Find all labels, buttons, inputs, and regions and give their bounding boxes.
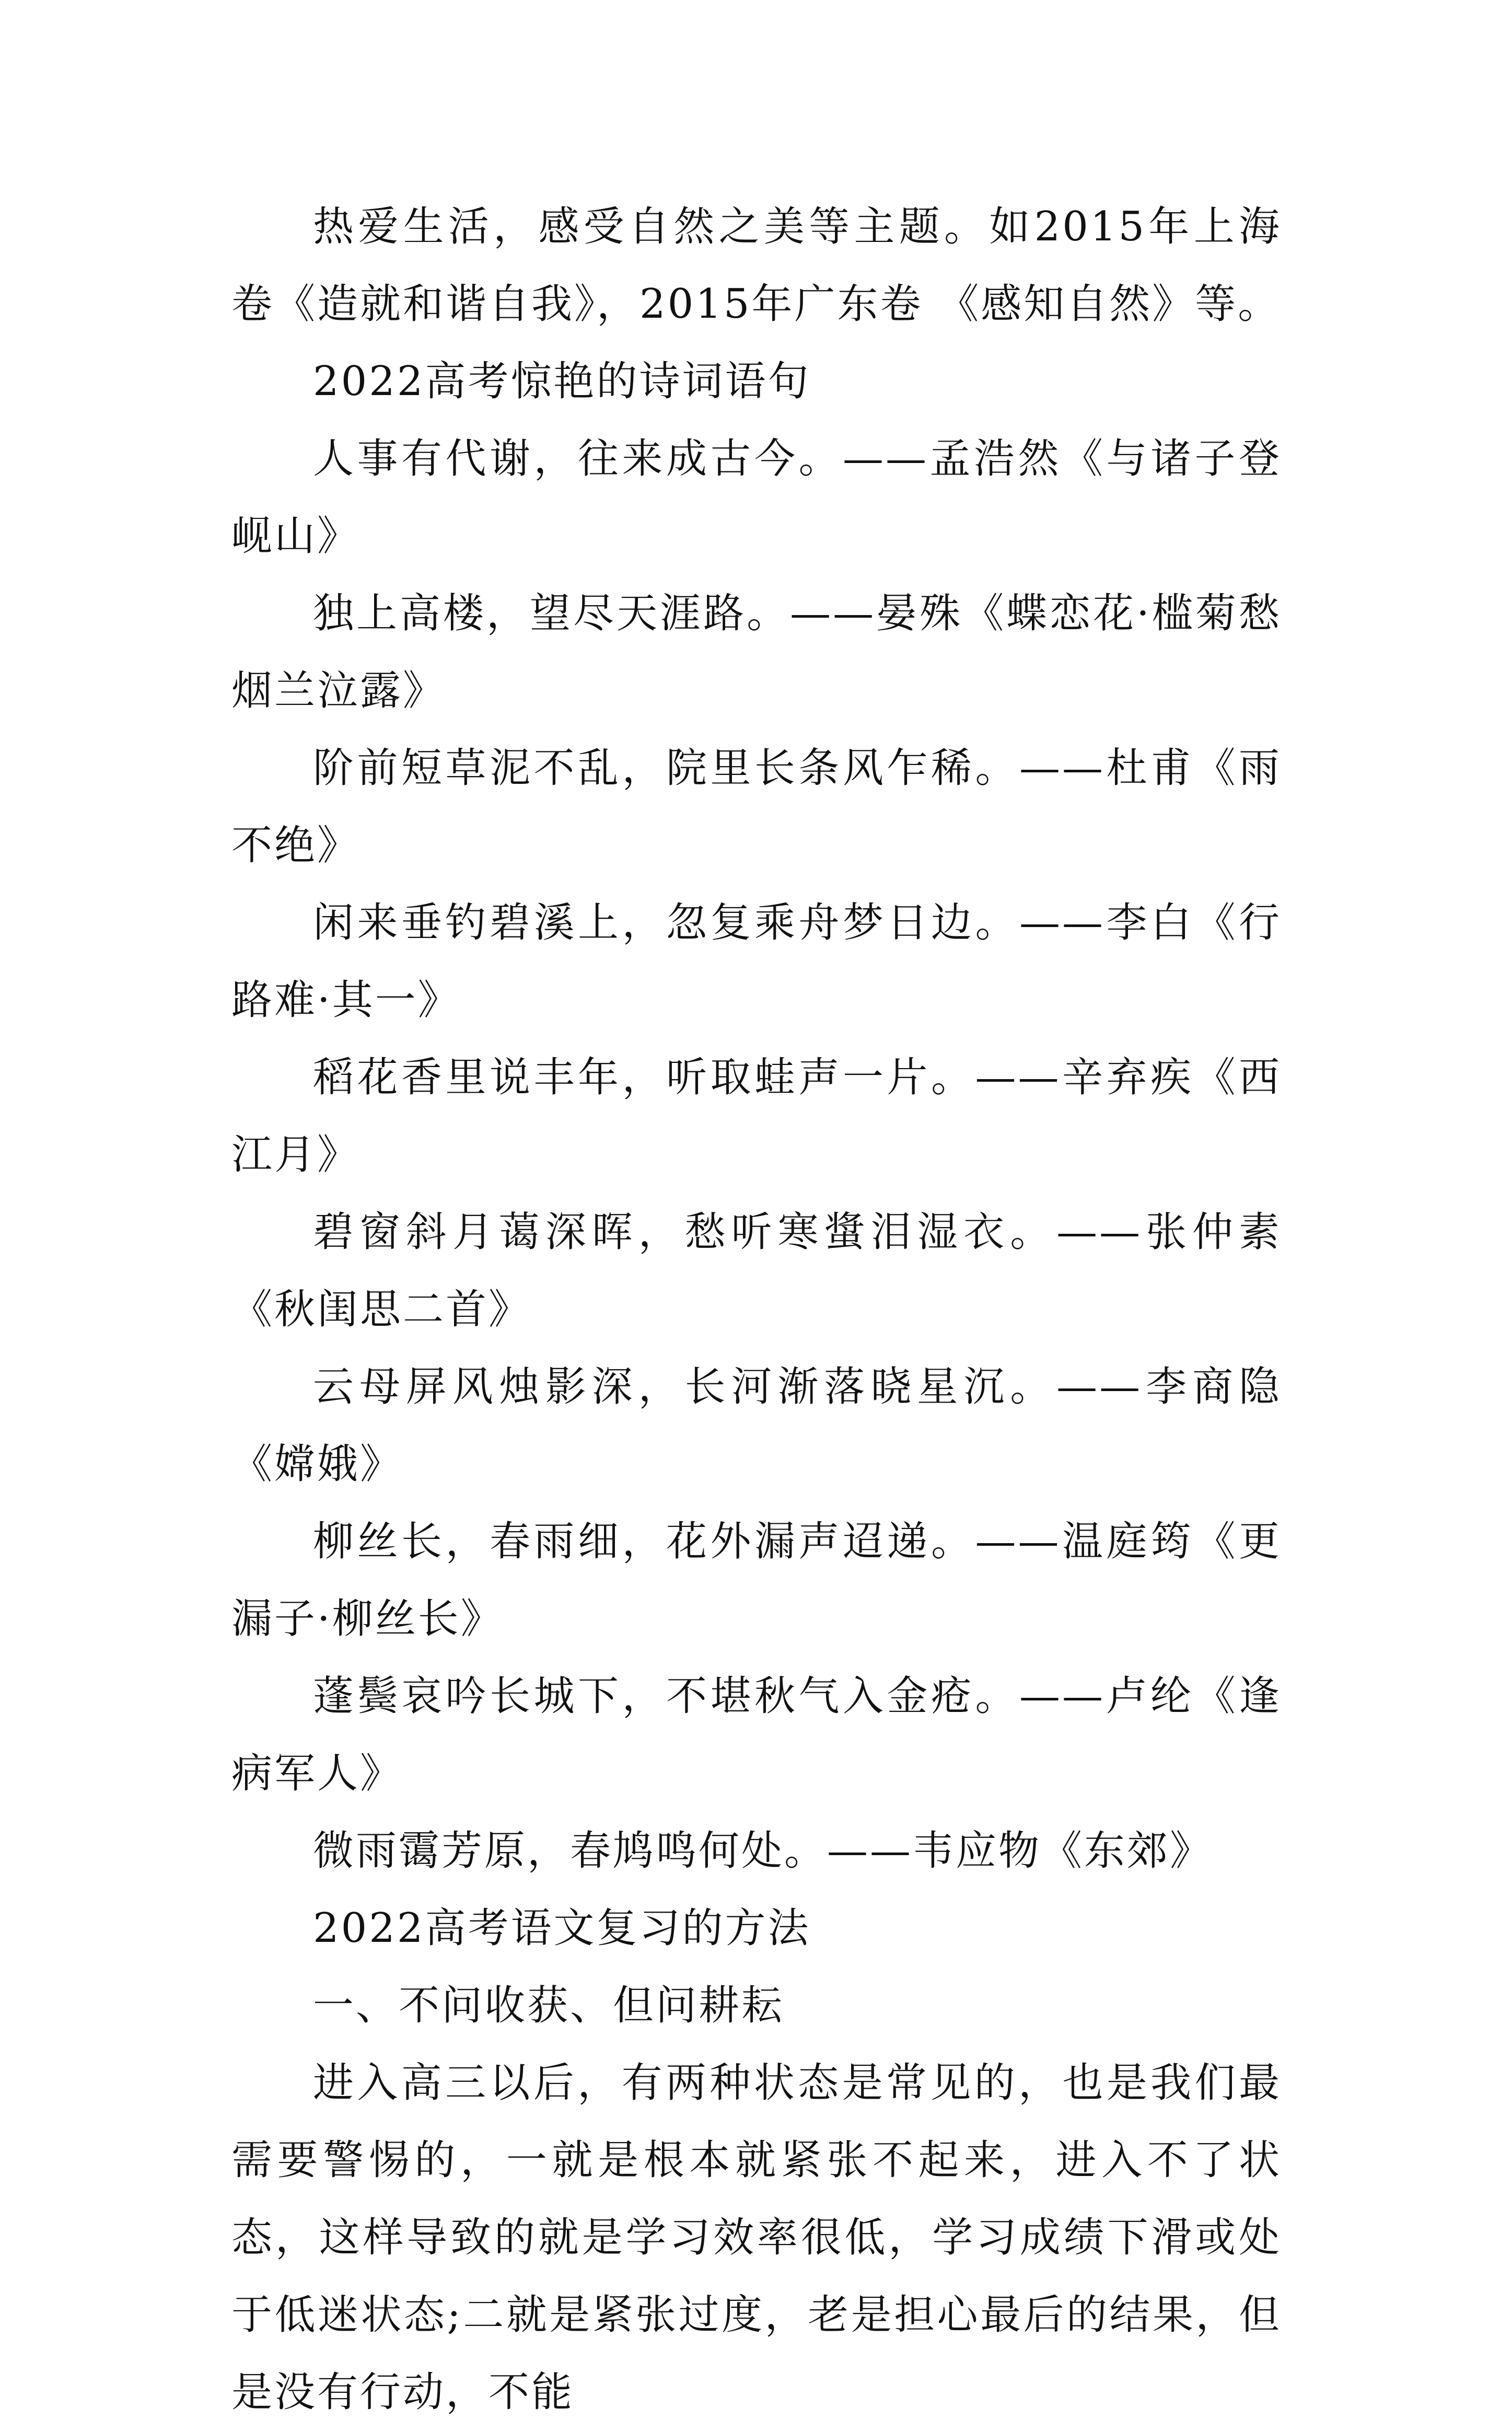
poem-line: 云母屏风烛影深，长河渐落晓星沉。——李商隐《嫦娥》 <box>231 1363 1282 1488</box>
heading-poetry-lines: 2022高考惊艳的诗词语句 <box>313 358 811 405</box>
paragraph-intro-continuation: 热爱生活，感受自然之美等主题。如2015年上海卷《造就和谐自我》，2015年广东卷 《感知自然》等。 <box>231 203 1282 328</box>
poem-line: 柳丝长，春雨细，花外漏声迢递。——温庭筠《更漏子·柳丝长》 <box>231 1518 1282 1642</box>
poem-line: 稻花香里说丰年，听取蛙声一片。——辛弃疾《西江月》 <box>231 1054 1282 1178</box>
body-paragraph: 进入高三以后，有两种状态是常见的，也是我们最需要警惕的，一就是根本就紧张不起来，进入不了状态，这样导致的就是学习效率很低，学习成绩下滑或处于低迷状态;二就是紧张过度，老是担心最后的结果，但是没有行动，不能 <box>231 2059 1282 2416</box>
poem-line: 碧窗斜月蔼深晖，愁听寒螀泪湿衣。——张仲素《秋闺思二首》 <box>231 1209 1282 1333</box>
subheading-method-one: 一、不问收获、但问耕耘 <box>313 1982 785 2029</box>
poem-line: 阶前短草泥不乱，院里长条风乍稀。——杜甫《雨不绝》 <box>231 745 1282 869</box>
poem-line: 独上高楼，望尽天涯路。——晏殊《蝶恋花·槛菊愁烟兰泣露》 <box>231 590 1282 714</box>
text-column <box>231 188 1282 2431</box>
poem-line: 微雨霭芳原，春鸠鸣何处。——韦应物《东郊》 <box>313 1827 1213 1874</box>
poem-line: 闲来垂钓碧溪上，忽复乘舟梦日边。——李白《行路难·其一》 <box>231 899 1282 1024</box>
heading-review-methods: 2022高考语文复习的方法 <box>313 1905 811 1952</box>
poem-line: 蓬鬓哀吟长城下，不堪秋气入金疮。——卢纶《逢病军人》 <box>231 1673 1282 1797</box>
poem-line: 人事有代谢，往来成古今。——孟浩然《与诸子登岘山》 <box>231 435 1282 560</box>
